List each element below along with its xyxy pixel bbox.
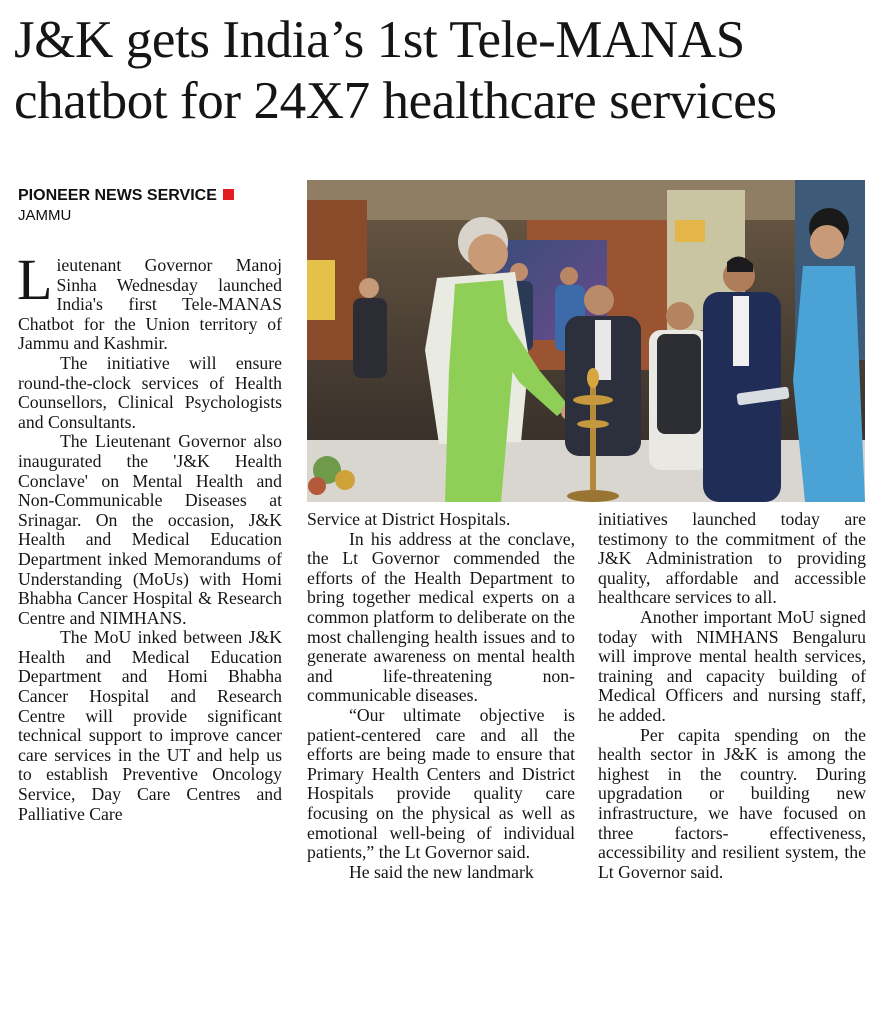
byline xyxy=(18,186,234,206)
officer-blue-suit xyxy=(703,256,781,502)
paragraph: “Our ultimate objective is patient-centered care and all the efforts are being made to ensure that Primary Health Centers and District Hospitals provide quality care focusing on the physical as well as emotional well-being of individual patients,” the Lt Governor said. xyxy=(307,704,575,863)
paragraph: He said the new landmark xyxy=(349,861,534,882)
paragraph-lede xyxy=(17,247,282,354)
headline-line-2: chatbot for 24X7 healthcare services xyxy=(14,72,777,130)
paragraph: Service at District Hospitals. xyxy=(307,509,511,529)
yellow-panel xyxy=(307,260,335,320)
stage-ceiling xyxy=(307,180,865,220)
paragraph: The Lieutenant Governor also inaugurated the 'J&K Health Conclave' on Mental Health and Non-Communicable Diseases at Srinagar. On the occasion, J&K Health and Medical Education Department inked Memorandums of Understanding (MoUs) with Homi Bhabha Cancer Hospital & Research Centre and NIMHANS. xyxy=(18,431,282,628)
dateline: JAMMU xyxy=(18,207,72,224)
headline xyxy=(14,10,866,132)
headline-line-1: J&K gets India’s 1st Tele-MANAS xyxy=(14,11,745,69)
paragraph: Another important MoU signed today with NIMHANS Bengaluru will improve mental health services, training and capacity building of Medical Officers and nursing staff, he added. xyxy=(598,606,866,725)
red-square-icon xyxy=(223,189,234,200)
paragraph-lede-text: ieutenant Governor Manoj Sinha Wednesday launched India's first Tele-MANAS Chatbot for the Union territory of Jammu and Kashmir. xyxy=(18,255,282,354)
paragraph: In his address at the conclave, the Lt Governor commended the efforts of the Health Department to bring together medical experts on a common platform to deliberate on the most challenging health issues and to generate awareness on mental health and life-threatening non-communicable diseases. xyxy=(307,528,575,706)
news-photo xyxy=(307,180,865,502)
banner-logo xyxy=(675,220,705,242)
paragraph: initiatives launched today are testimony to the commitment of the J&K Administration to providing quality, affordable and accessible healthcare services to all. xyxy=(598,509,866,608)
photo-illustration xyxy=(307,180,865,502)
paragraph: The initiative will ensure round-the-clock services of Health Counsellors, Clinical Psychologists and Consultants. xyxy=(18,352,282,432)
drop-cap: L xyxy=(17,247,53,312)
paragraph: Per capita spending on the health sector in J&K is among the highest in the country. During upgradation or building new infrastructure, we have focused on three factors- effectiveness, accessibility and resilient system, the Lt Governor said. xyxy=(598,724,866,882)
byline-text: PIONEER NEWS SERVICE xyxy=(18,187,217,204)
article-column-2 xyxy=(307,510,575,882)
paragraph: The MoU inked between J&K Health and Medical Education Department and Homi Bhabha Cancer Hospital and Research Centre will provide significant technical support to improve cancer care services in the UT and help us to establish Preventive Oncology Service, Day Care Centres and Palliative Care xyxy=(18,627,282,824)
article-column-1 xyxy=(17,247,282,824)
article-column-3 xyxy=(598,510,866,882)
